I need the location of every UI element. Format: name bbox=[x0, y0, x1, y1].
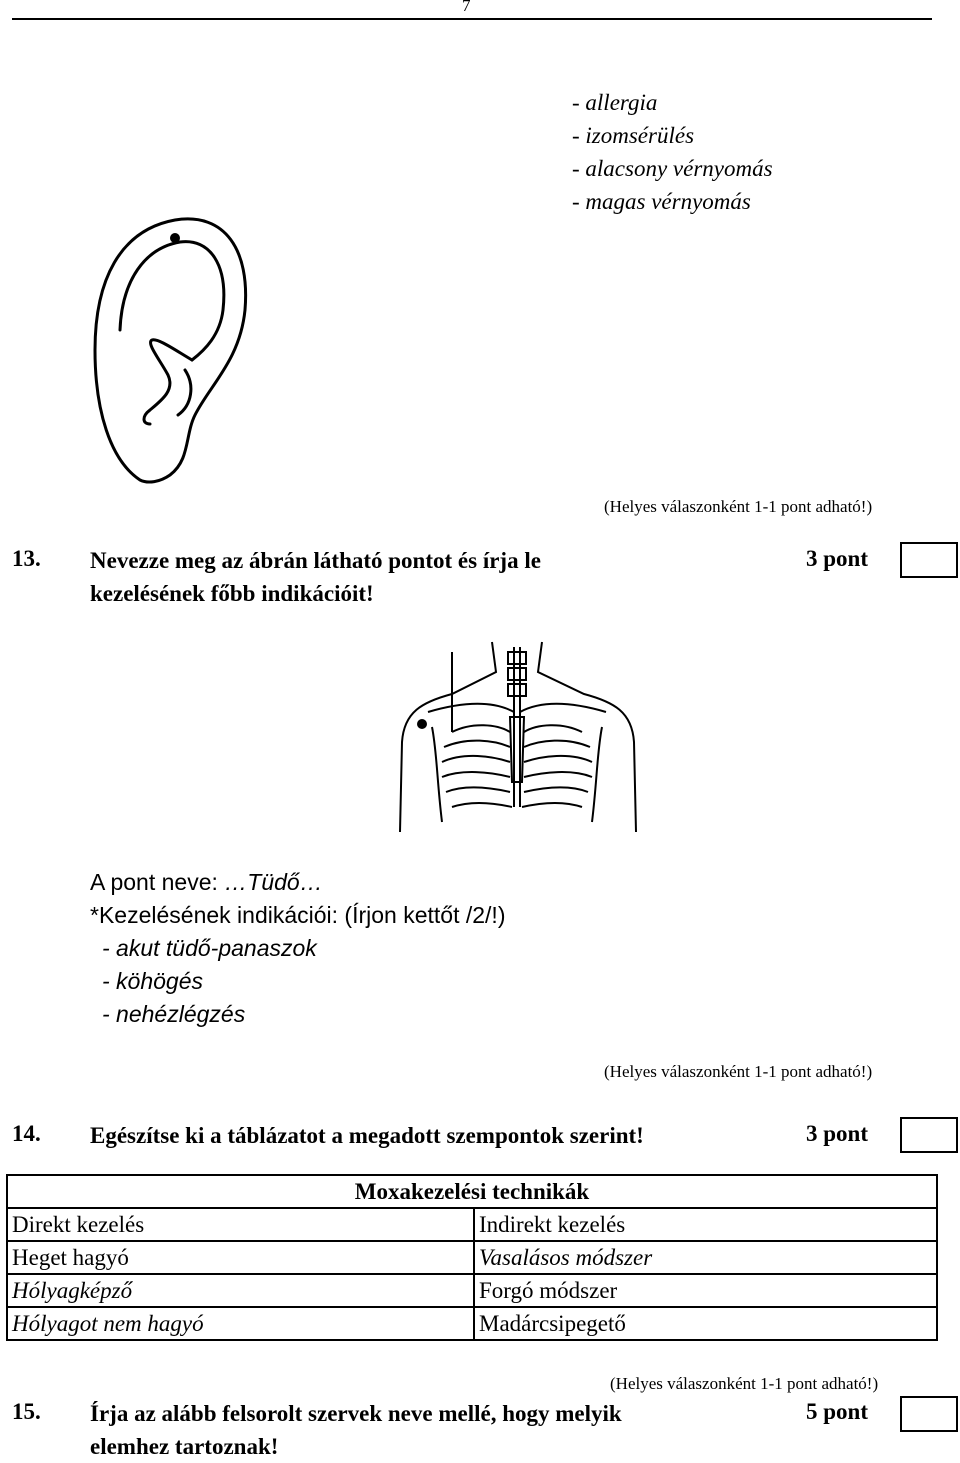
q15-prompt bbox=[90, 1397, 622, 1463]
q14-points: 3 pont bbox=[806, 1121, 868, 1146]
q13-prompt-line: Nevezze meg az ábrán látható pontot és írja le bbox=[90, 548, 541, 573]
table-cell: Vasalásos módszer bbox=[474, 1241, 937, 1274]
q13-answer bbox=[90, 866, 505, 1031]
q12-answer: - magas vérnyomás bbox=[572, 189, 751, 214]
scoring-note: (Helyes válaszonként 1-1 pont adható!) bbox=[610, 1374, 879, 1393]
table-cell: Direkt kezelés bbox=[7, 1208, 474, 1241]
point-name-value: …Tüdő… bbox=[224, 869, 323, 895]
q14-score-box[interactable] bbox=[900, 1117, 958, 1153]
q13-number: 13. bbox=[12, 546, 41, 571]
q15-score-box[interactable] bbox=[900, 1396, 958, 1432]
q12-answer: - alacsony vérnyomás bbox=[572, 156, 773, 181]
table-cell: Indirekt kezelés bbox=[474, 1208, 937, 1241]
q12-answer-list bbox=[572, 86, 773, 218]
table-row bbox=[7, 1274, 937, 1307]
moxa-techniques-table bbox=[6, 1174, 938, 1341]
table-cell: Heget hagyó bbox=[7, 1241, 474, 1274]
table-cell: Madárcsipegető bbox=[474, 1307, 937, 1340]
q12-answer: - izomsérülés bbox=[572, 123, 695, 148]
indication-item: - nehézlégzés bbox=[102, 1001, 246, 1027]
q14-number: 14. bbox=[12, 1121, 41, 1146]
chest-skeleton-with-point-icon bbox=[392, 632, 648, 838]
indication-item: - köhögés bbox=[102, 968, 204, 994]
table-row bbox=[7, 1241, 937, 1274]
table-cell: Hólyagképző bbox=[7, 1274, 474, 1307]
table-cell: Forgó módszer bbox=[474, 1274, 937, 1307]
table-header-row bbox=[7, 1175, 937, 1208]
indications-label: *Kezelésének indikációi: (Írjon kettőt /2/!) bbox=[90, 902, 506, 928]
q15-points: 5 pont bbox=[806, 1399, 868, 1424]
acupoint-marker bbox=[170, 233, 180, 243]
q15-number: 15. bbox=[12, 1399, 41, 1424]
point-name-line bbox=[90, 866, 505, 899]
header-rule bbox=[12, 18, 932, 20]
q15-prompt-line: Írja az alább felsorolt szervek neve mellé, hogy melyik bbox=[90, 1401, 622, 1426]
ear-with-point-icon bbox=[80, 210, 300, 500]
q13-points: 3 pont bbox=[806, 546, 868, 571]
point-name-label: A pont neve: bbox=[90, 869, 225, 895]
scoring-note: (Helyes válaszonként 1-1 pont adható!) bbox=[604, 497, 873, 516]
indication-item: - akut tüdő-panaszok bbox=[102, 935, 317, 961]
table-row bbox=[7, 1208, 937, 1241]
table-header: Moxakezelési technikák bbox=[7, 1175, 937, 1208]
q13-prompt bbox=[90, 544, 541, 610]
table-row bbox=[7, 1307, 937, 1340]
q15-prompt-line: elemhez tartoznak! bbox=[90, 1434, 279, 1459]
q13-prompt-line: kezelésének főbb indikációit! bbox=[90, 581, 374, 606]
q12-answer: - allergia bbox=[572, 90, 658, 115]
acupoint-marker bbox=[417, 719, 427, 729]
scoring-note: (Helyes válaszonként 1-1 pont adható!) bbox=[604, 1062, 873, 1081]
q14-prompt: Egészítse ki a táblázatot a megadott szempontok szerint! bbox=[90, 1123, 644, 1148]
q13-score-box[interactable] bbox=[900, 542, 958, 578]
table-cell: Hólyagot nem hagyó bbox=[7, 1307, 474, 1340]
page-number: 7 bbox=[462, 0, 471, 15]
